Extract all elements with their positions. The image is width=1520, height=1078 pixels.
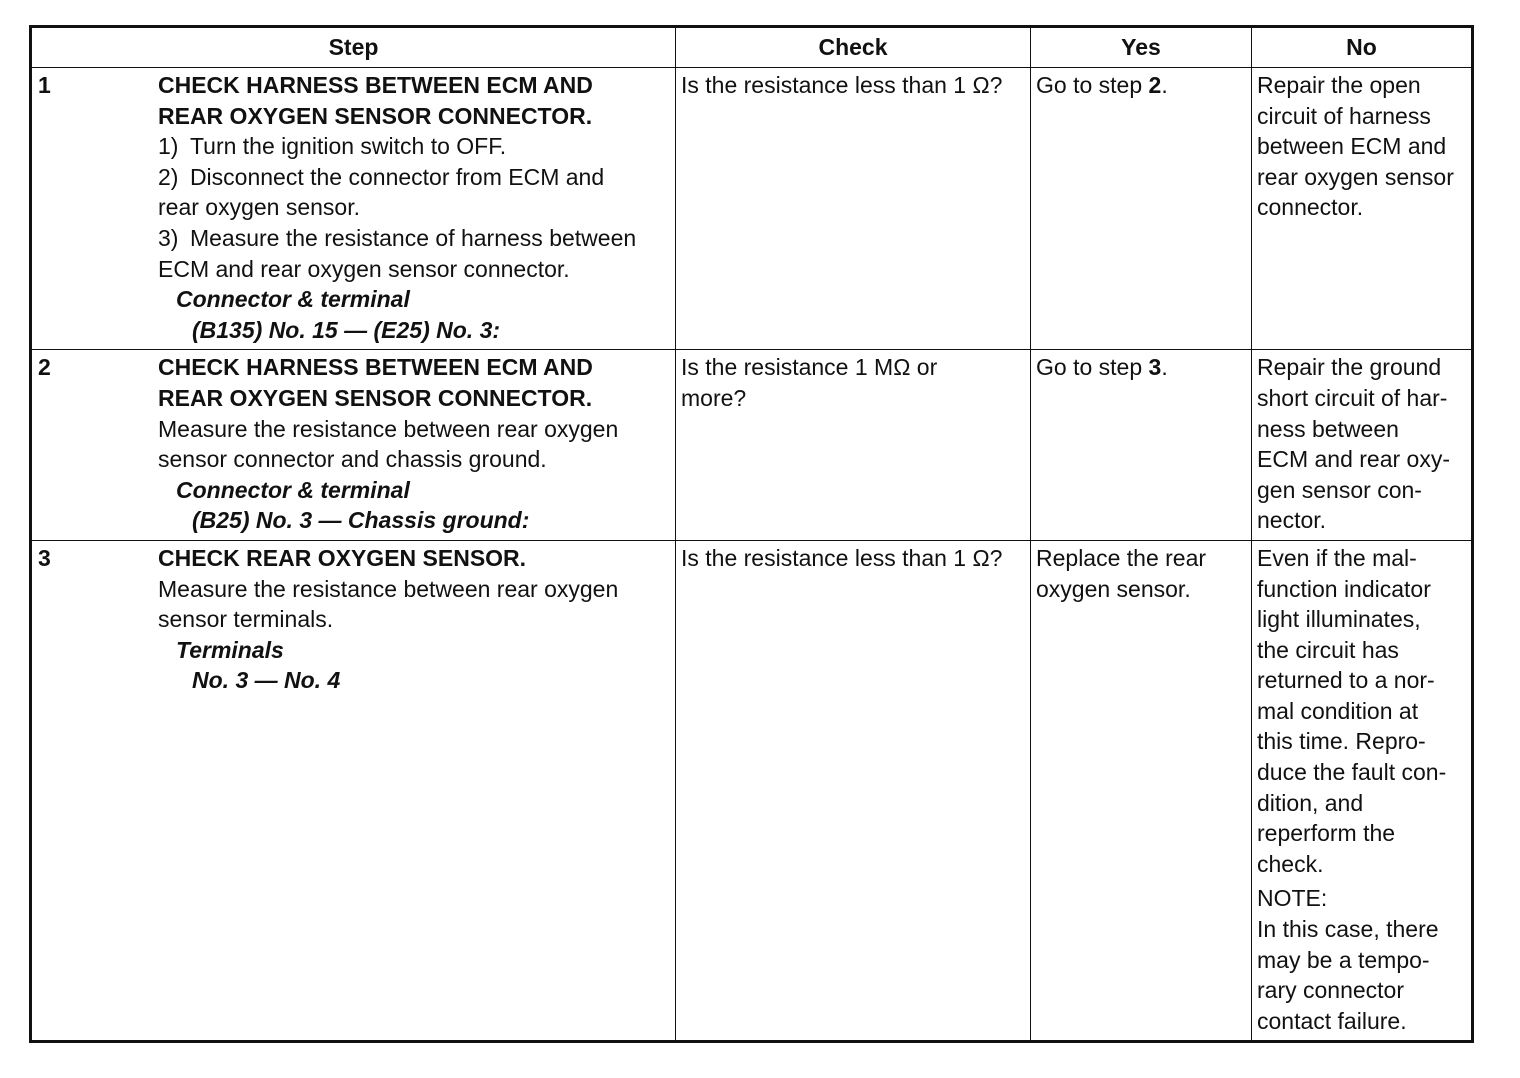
no-cell-2 xyxy=(1252,350,1473,541)
header-check: Check xyxy=(676,27,1031,68)
header-yes: Yes xyxy=(1031,27,1252,68)
no-text-line: ness between xyxy=(1257,415,1399,442)
no-text-line: rear oxygen sensor xyxy=(1257,163,1454,190)
note-text-line: contact failure. xyxy=(1257,1007,1407,1034)
yes-text xyxy=(1036,352,1247,383)
no-text-line: short circuit of har- xyxy=(1257,384,1448,411)
table-row xyxy=(31,350,1473,541)
no-text-line: duce the fault con- xyxy=(1257,759,1447,786)
no-text-line: nector. xyxy=(1257,507,1327,534)
step-instruction-line: 1) Turn the ignition switch to OFF. xyxy=(158,133,507,160)
connector-label: Connector & terminal xyxy=(176,476,410,503)
note-label: NOTE: xyxy=(1257,885,1328,912)
step-title-line: REAR OXYGEN SENSOR CONNECTOR. xyxy=(158,102,593,129)
step-instruction-line: sensor connector and chassis ground. xyxy=(158,446,547,473)
step-instruction-line: Measure the resistance between rear oxygen xyxy=(158,415,619,442)
no-text-line: ECM and rear oxy- xyxy=(1257,446,1451,473)
check-text-line: more? xyxy=(681,384,747,411)
step-cell-1 xyxy=(31,68,676,350)
step-instruction-line: sensor terminals. xyxy=(158,606,334,633)
step-title-line: CHECK REAR OXYGEN SENSOR. xyxy=(158,544,527,571)
no-text-line: light illuminates, xyxy=(1257,606,1421,633)
table-header-row xyxy=(31,27,1473,68)
check-text-line: Is the resistance 1 MΩ or xyxy=(681,354,938,381)
step-instruction-line: 3) Measure the resistance of harness between xyxy=(158,224,637,251)
no-text-line: dition, and xyxy=(1257,789,1364,816)
yes-step-number: 3 xyxy=(1148,354,1162,381)
note-text-line: rary connector xyxy=(1257,977,1405,1004)
no-text-line: function indicator xyxy=(1257,575,1431,602)
yes-cell-3 xyxy=(1031,540,1252,1042)
step-instruction-line: Measure the resistance between rear oxygen xyxy=(158,575,619,602)
step-body xyxy=(158,70,671,345)
note-text-line: may be a tempo- xyxy=(1257,946,1430,973)
step-body xyxy=(158,543,671,696)
yes-text xyxy=(1036,70,1247,101)
no-cell-1 xyxy=(1252,68,1473,350)
no-text-line: check. xyxy=(1257,850,1324,877)
table-row xyxy=(31,540,1473,1042)
yes-cell-2 xyxy=(1031,350,1252,541)
no-text-line: between ECM and xyxy=(1257,133,1447,160)
no-text-line: mal condition at xyxy=(1257,697,1419,724)
yes-text-suffix: . xyxy=(1161,72,1168,98)
yes-text-line: Replace the rear xyxy=(1036,544,1207,571)
check-cell-1 xyxy=(676,68,1031,350)
no-text-line: connector. xyxy=(1257,194,1364,221)
connector-value: (B135) No. 15 — (E25) No. 3: xyxy=(192,316,501,343)
no-text-line: returned to a nor- xyxy=(1257,667,1435,694)
no-text-line: circuit of harness xyxy=(1257,102,1431,129)
terminals-label: Terminals xyxy=(176,636,284,663)
yes-text-prefix: Go to step xyxy=(1036,72,1149,98)
step-cell-2 xyxy=(31,350,676,541)
no-text-line: Even if the mal- xyxy=(1257,544,1417,571)
note-text-line: In this case, there xyxy=(1257,916,1439,943)
check-text-line: Is the resistance less than 1 Ω? xyxy=(681,544,1003,571)
step-title-line: CHECK HARNESS BETWEEN ECM AND xyxy=(158,72,593,98)
no-text-line: reperform the xyxy=(1257,820,1396,847)
check-cell-3 xyxy=(676,540,1031,1042)
step-number: 2 xyxy=(38,354,51,381)
step-instruction-line: rear oxygen sensor. xyxy=(158,194,361,221)
no-text-line: the circuit has xyxy=(1257,636,1399,663)
diagnostic-procedure-table xyxy=(29,25,1474,1043)
step-cell-3 xyxy=(31,540,676,1042)
connector-label: Connector & terminal xyxy=(176,286,410,313)
table-row xyxy=(31,68,1473,350)
no-cell-3 xyxy=(1252,540,1473,1042)
step-number: 1 xyxy=(38,72,51,98)
header-no: No xyxy=(1252,27,1473,68)
no-text-line: Repair the ground xyxy=(1257,354,1442,381)
yes-text-suffix: . xyxy=(1161,354,1168,381)
step-instruction-line: 2) Disconnect the connector from ECM and xyxy=(158,163,605,190)
yes-cell-1 xyxy=(1031,68,1252,350)
step-instruction-line: ECM and rear oxygen sensor connector. xyxy=(158,255,570,282)
check-text-line: Is the resistance less than 1 Ω? xyxy=(681,72,1003,98)
step-title-line: REAR OXYGEN SENSOR CONNECTOR. xyxy=(158,384,593,411)
terminals-value: No. 3 — No. 4 xyxy=(192,667,341,694)
check-cell-2 xyxy=(676,350,1031,541)
step-number: 3 xyxy=(38,544,51,571)
yes-text-line: oxygen sensor. xyxy=(1036,575,1191,602)
no-text-line: Repair the open xyxy=(1257,72,1421,98)
step-body xyxy=(158,352,671,536)
step-title-line: CHECK HARNESS BETWEEN ECM AND xyxy=(158,354,593,381)
yes-text-prefix: Go to step xyxy=(1036,354,1149,381)
no-text-line: gen sensor con- xyxy=(1257,476,1422,503)
yes-step-number: 2 xyxy=(1148,72,1162,98)
connector-value: (B25) No. 3 — Chassis ground: xyxy=(192,507,530,534)
no-text-line: this time. Repro- xyxy=(1257,728,1426,755)
header-step: Step xyxy=(31,27,676,68)
